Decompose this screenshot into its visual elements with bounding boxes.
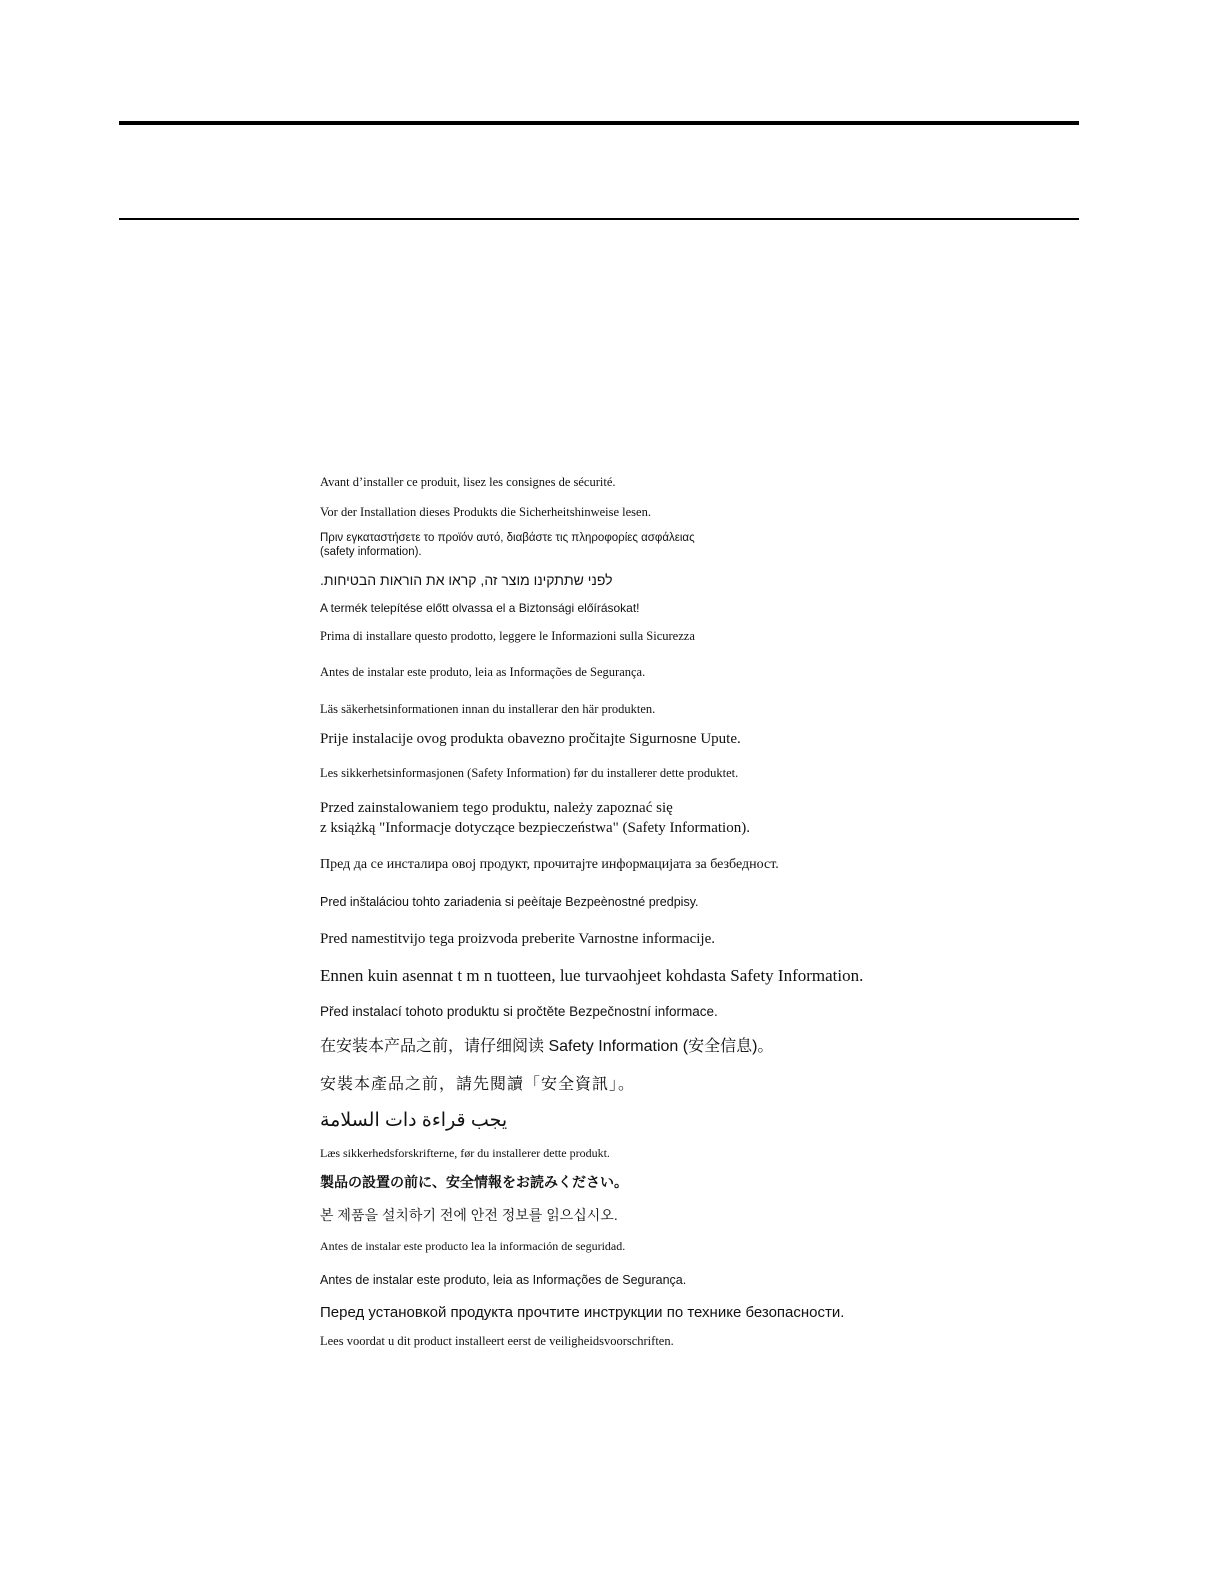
notice-german: Vor der Installation dieses Produkts die Sicherheitshinweise lesen. [320,505,651,519]
notice-spanish: Antes de instalar este producto lea la información de seguridad. [320,1239,626,1253]
notice-polish: Przed zainstalowaniem tego produktu, należy zapoznać się [320,800,673,816]
notice-czech: Před instalací tohoto produktu si pročtěte Bezpečnostní informace. [320,1004,718,1019]
notice-norwegian: Les sikkerhetsinformasjonen (Safety Information) før du installerer dette produktet. [320,766,739,780]
notice-brazilian-portuguese: Antes de instalar este produto, leia as Informações de Segurança. [320,1273,687,1287]
notice-italian: Prima di installare questo prodotto, leggere le Informazioni sulla Sicurezza [320,629,695,643]
notice-hebrew: לפני שתתקינו מוצר זה, קראו את הוראות הבטיחות. [320,572,613,588]
notice-simplified-chinese: 在安装本产品之前，请仔细阅读 Safety Information (安全信息)。 [320,1038,774,1055]
notice-hungarian: A termék telepítése előtt olvassa el a Biztonsági előírásokat! [320,601,640,615]
notice-dutch: Lees voordat u dit product installeert eerst de veiligheidsvoorschriften. [320,1334,674,1348]
notice-croatian: Prije instalacije ovog produkta obavezno pročitajte Sigurnosne Upute. [320,731,741,747]
notice-traditional-chinese: 安裝本產品之前，請先閱讀「安全資訊」。 [320,1076,636,1093]
notice-japanese: 製品の設置の前に、安全情報をお読みください。 [320,1174,628,1190]
top-rule [119,121,1079,125]
bottom-rule [119,218,1079,220]
notice-russian: Перед установкой продукта прочтите инструкции по технике безопасности. [320,1304,845,1321]
notice-polish-line2: z książką "Informacje dotyczące bezpieczeństwa" (Safety Information). [320,820,750,836]
notice-slovenian: Pred namestitvijo tega proizvoda preberite Varnostne informacije. [320,931,716,947]
notice-portuguese: Antes de instalar este produto, leia as Informações de Segurança. [320,665,646,679]
notice-french: Avant d’installer ce produit, lisez les consignes de sécurité. [320,475,616,489]
notice-greek-line2: (safety information). [320,546,422,558]
notice-danish: Læs sikkerhedsforskrifterne, før du installerer dette produkt. [320,1146,610,1160]
notice-slovak: Pred inštaláciou tohto zariadenia si peèítaje Bezpeènostné predpisy. [320,895,699,909]
notice-macedonian: Пред да се инсталира овој продукт, прочитајте информацијата за безбедност. [320,857,779,872]
notice-finnish: Ennen kuin asennat t m n tuotteen, lue turvaohjeet kohdasta Safety Information. [320,966,864,985]
notice-swedish: Läs säkerhetsinformationen innan du installerar den här produkten. [320,702,656,716]
notice-greek: Πριν εγκαταστήσετε το προϊόν αυτό, διαβάστε τις πληροφορίες ασφάλειας [320,532,695,544]
notice-korean: 본 제품을 설치하기 전에 안전 정보를 읽으십시오. [320,1207,618,1223]
notice-arabic: يجب قراءة دات السلامة [320,1110,508,1131]
